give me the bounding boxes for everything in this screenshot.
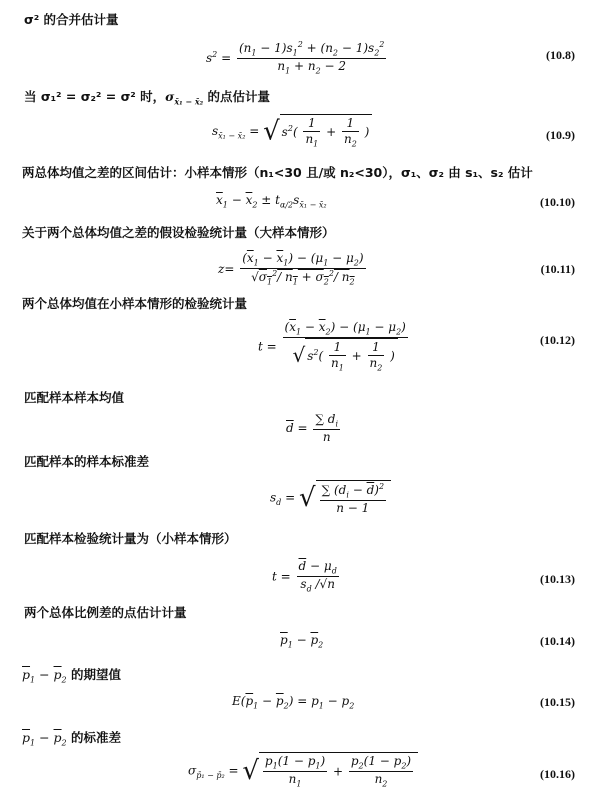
heading-pooled-sd-pre: 当 σ₁² = σ₂² = σ² 时， (24, 89, 166, 104)
heading-prop-diff-sd-label: 的标准差 (66, 730, 121, 745)
formula-prop-diff-expect: $E(\overline{p}_1 - \overline{p}_2) = p_1 - p_2$ (232, 694, 355, 711)
heading-t-test: 两个总体均值在小样本情形的检验统计量 (22, 296, 248, 311)
formula-ci-small: $\overline{x}_1 - \overline{x}_2 \pm t_{\alpha/2}s_{x̄_1 - x̄_2}$ (216, 193, 327, 210)
formula-paired-sd: $s_d$ = √ $\frac{\sum (d_i - \overline{d})^2}{n - 1}$ (270, 480, 391, 516)
heading-prop-diff-expect-label: 的期望值 (66, 667, 121, 682)
formula-prop-diff-sd: $\sigma_{p̄_1 - p̄_2}$ = √ $\frac{p_1(1 - p_1)}{n_1}$ + $\frac{p_2(1 - p_2)}{n_2}$ (188, 752, 418, 790)
heading-paired-sd: 匹配样本的样本标准差 (24, 454, 150, 469)
heading-pooled-sd-post: 的点估计量 (203, 89, 271, 104)
heading-pooled-sd (24, 87, 270, 107)
equation-number: (10.16) (540, 767, 575, 781)
formula-paired-t: t = $\frac{\overline{d} - \mu_d}{s_d /√n}$ (272, 559, 337, 594)
heading-paired-t: 匹配样本检验统计量为（小样本情形） (24, 531, 237, 546)
sigma-symbol: $\sigma_{x̄_1 - x̄_2}$ (165, 89, 204, 107)
equation-number: (10.14) (540, 634, 575, 648)
heading-ci-small: 两总体均值之差的区间估计：小样本情形（n₁<30 且/或 n₂<30），σ₁、σ₂ 由 s₁、s₂ 估计 (22, 165, 533, 180)
formula-paired-mean: $\overline{d}$ = $\frac{\sum d_i}{n}$ (286, 412, 338, 445)
equation-number: (10.13) (540, 572, 575, 586)
equation-number: (10.10) (540, 195, 575, 209)
heading-prop-diff-point: 两个总体比例差的点估计计量 (24, 605, 187, 620)
formula-z-test: z= $\frac{(\overline{x}_1 - \overline{x}_1) - (\mu_1 - \mu_2)}{√\sigma_1^2/ n_1 + \sigma_2^2/ n_2}$ (218, 251, 364, 287)
formula-t-test: t = $(\overline{x}_1 - \overline{x}_2) - (\mu_1 - \mu_2)$ √ $s^2$( $\frac{1}{n_1}$ + $\frac{1}{n_2}$ ) (258, 320, 406, 373)
formula-pooled-sd: $s_{x̄_1 - x̄_2}$ = √ $s^2$( $\frac{1}{n_1}$ + $\frac{1}{n_2}$ ) (212, 114, 372, 149)
formula-pooled-variance: $s^2$ = $\frac{(n_1 - 1)s_1^2 + (n_2 - 1)s_2^2}{n_1 + n_2 - 2}$ (206, 40, 385, 76)
formula-prop-diff-point: $\overline{p}_1 - \overline{p}_2$ (280, 633, 324, 650)
equation-number: (10.8) (546, 48, 575, 62)
heading-prop-diff-sd (22, 728, 121, 748)
p-bar-diff: $\overline{p}_1 - \overline{p}_2$ (22, 730, 67, 748)
equation-number: (10.9) (546, 128, 575, 142)
heading-z-test: 关于两个总体均值之差的假设检验统计量（大样本情形） (22, 225, 335, 240)
equation-number: (10.12) (540, 333, 575, 347)
equation-number: (10.15) (540, 695, 575, 709)
heading-pooled-variance: σ² 的合并估计量 (24, 12, 119, 27)
equation-number: (10.11) (540, 262, 575, 276)
heading-prop-diff-expect (22, 665, 121, 685)
heading-paired-mean: 匹配样本样本均值 (24, 390, 125, 405)
p-bar-diff: $\overline{p}_1 - \overline{p}_2$ (22, 667, 67, 685)
